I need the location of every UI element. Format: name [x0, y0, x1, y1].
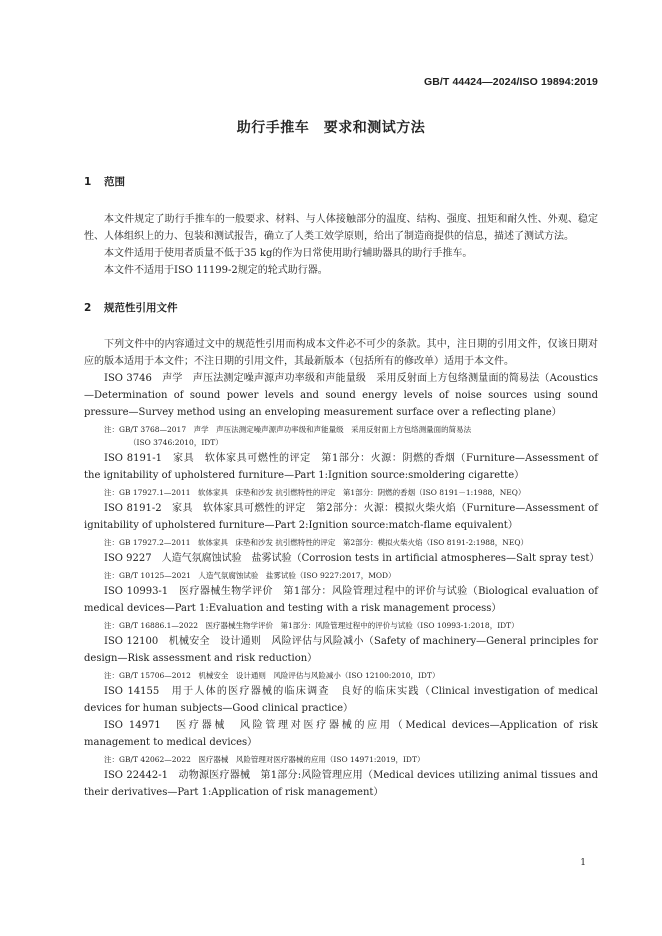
scope-paragraph: 本文件适用于使用者质量不低于35 kg的作为日常使用助行辅助器具的助行手推车。 [104, 248, 473, 259]
note-text-continued: （ISO 3746:2010，IDT） [129, 438, 223, 447]
reference-note: 注：GB 17927.1—2011 软体家具 床垫和沙发 抗引燃特性的评定 第1部分：阴燃的香烟（ISO 8191－1:1988，NEQ） [104, 488, 526, 497]
reference-note: 注：GB/T 16886.1—2022 医疗器械生物学评价 第1部分：风险管理过程中的评价与试验（ISO 10993-1:2018，IDT） [104, 621, 519, 630]
note-text: 注：GB/T 3768—2017 声学 声压法测定噪声源声功率级和声能量级 采用反射面上方包络测量面的简易法 [104, 425, 472, 434]
section-title: 范围 [104, 176, 125, 188]
section-heading-scope [84, 174, 598, 189]
reference-note [84, 423, 598, 449]
reference-note: 注：GB/T 10125—2021 人造气氛腐蚀试验 盐雾试验（ISO 9227:2017，MOD） [104, 571, 396, 580]
reference-entry: ISO 10993-1 医疗器械生物学评价 第1部分：风险管理过程中的评价与试验（Biological evaluation of medical devices—Part 1:Evaluation and testing with a risk management process） [84, 586, 598, 614]
reference-entry: ISO 14155 用于人体的医疗器械的临床调查 良好的临床实践（Clinical investigation of medical devices for human subjects—Good clinical practice） [84, 686, 598, 714]
section-heading-normative-references [84, 300, 598, 315]
reference-note: 注：GB 17927.2—2011 软体家具 床垫和沙发 抗引燃特性的评定 第2部分：模拟火柴火焰（ISO 8191-2:1988，NEQ） [104, 538, 528, 547]
document-title: 助行手推车 要求和测试方法 [236, 120, 426, 136]
reference-entry: ISO 8191-1 家具 软体家具可燃性的评定 第1部分：火源：阴燃的香烟（Furniture—Assessment of the ignitability of upholstered furniture—Part 1:Ignition source:smoldering cigarette） [84, 453, 598, 481]
standard-number: GB/T 44424—2024/ISO 19894:2019 [423, 76, 598, 88]
section-number: 2 [84, 302, 92, 314]
reference-note: 注：GB/T 15706—2012 机械安全 设计通则 风险评估与风险减小（ISO 12100:2010，IDT） [104, 671, 440, 680]
document-body [84, 174, 598, 801]
section-title: 规范性引用文件 [104, 302, 178, 314]
scope-paragraph: 本文件规定了助行手推车的一般要求、材料、与人体接触部分的温度、结构、强度、扭矩和耐久性、外观、稳定性、人体组织上的力、包装和测试报告，确立了人类工效学原则，给出了制造商提供的信息，描述了测试方法。 [84, 214, 598, 242]
reference-entry: ISO 3746 声学 声压法测定噪声源声功率级和声能量级 采用反射面上方包络测量面的简易法（Acoustics—Determination of sound power levels and sound energy levels of noise sources using sound pressure—Survey method using an enveloping measurement surface over a reflecting plane） [84, 373, 598, 418]
references-intro: 下列文件中的内容通过文中的规范性引用而构成本文件必不可少的条款。其中，注日期的引用文件，仅该日期对应的版本适用于本文件；不注日期的引用文件，其最新版本（包括所有的修改单）适用于本文件。 [84, 339, 598, 367]
reference-entry: ISO 22442-1 动物源医疗器械 第1部分:风险管理应用（Medical devices utilizing animal tissues and their derivatives—Part 1:Application of risk management） [84, 770, 598, 798]
page-number: 1 [580, 858, 586, 868]
reference-entry: ISO 14971 医疗器械 风险管理对医疗器械的应用（Medical devices—Application of risk management to medical devices） [84, 720, 598, 748]
reference-note: 注：GB/T 42062—2022 医疗器械 风险管理对医疗器械的应用（ISO 14971:2019，IDT） [104, 755, 425, 764]
scope-paragraph: 本文件不适用于ISO 11199-2规定的轮式助行器。 [104, 265, 328, 276]
section-number: 1 [84, 176, 92, 188]
reference-entry: ISO 8191-2 家具 软体家具可燃性的评定 第2部分：火源：模拟火柴火焰（Furniture—Assessment of ignitability of upholstered furniture—Part 2:Ignition source:match-flame equivalent） [84, 503, 598, 531]
reference-entry: ISO 12100 机械安全 设计通则 风险评估与风险减小（Safety of machinery—General principles for design—Risk assessment and risk reduction） [84, 636, 598, 664]
reference-list [84, 370, 598, 801]
reference-entry: ISO 9227 人造气氛腐蚀试验 盐雾试验（Corrosion tests in artificial atmospheres—Salt spray test） [104, 553, 600, 564]
